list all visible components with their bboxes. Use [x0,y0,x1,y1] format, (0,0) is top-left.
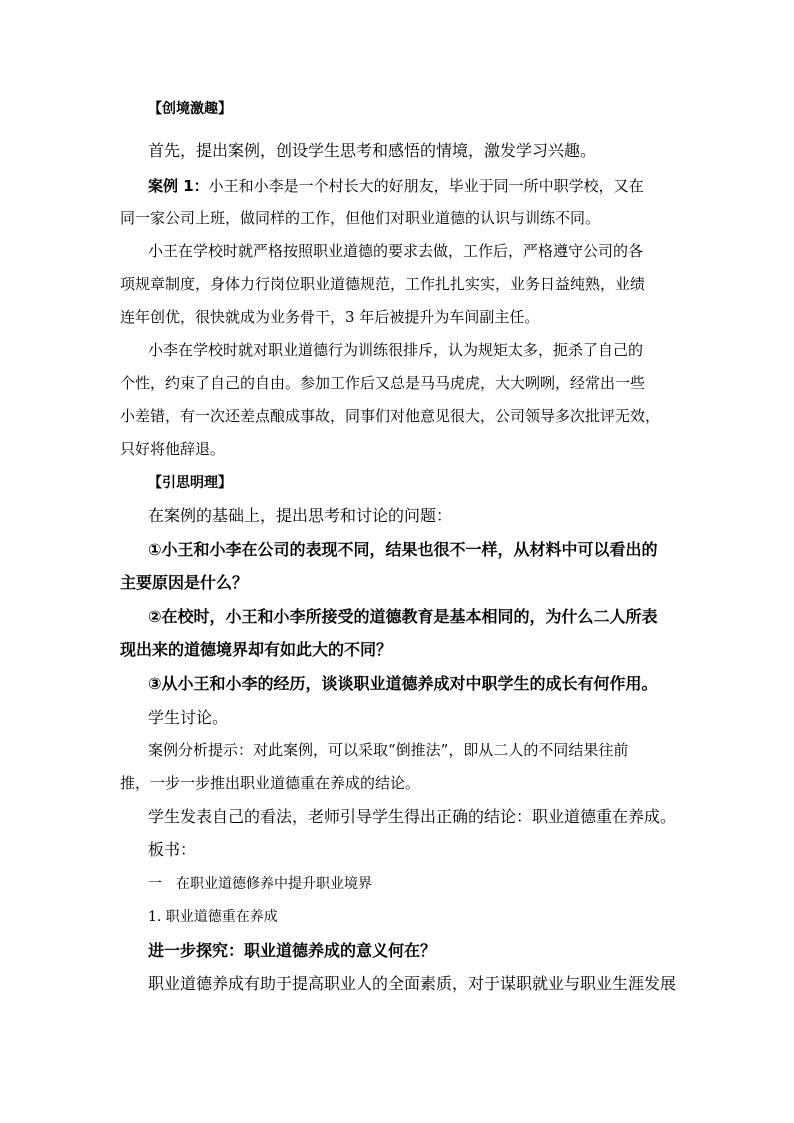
wang-line2: 项规章制度，身体力行岗位职业道德规范，工作扎扎实实，业务日益纯熟，业绩 [120,275,646,293]
conclusion: 学生发表自己的看法，老师引导学生得出正确的结论：职业道德重在养成。 [148,807,677,826]
li-line2: 个性，约束了自己的自由。参加工作后又总是马马虎虎，大大咧咧，经常出一些 [120,374,646,392]
last-line: 职业道德养成有助于提高职业人的全面素质，对于谋职就业与职业生涯发展 [148,974,677,993]
hint-line1: 案例分析提示：对此案例，可以采取“倒推法”，即从二人的不同结果往前 [148,741,629,759]
question-1-line1: ①小王和小李在公司的表现不同，结果也很不一样，从材料中可以看出的 [148,540,658,559]
think-intro: 在案例的基础上，提出思考和讨论的问题： [148,506,453,525]
li-line4: 只好将他辞退。 [120,440,226,458]
li-line1: 小李在学校时就对职业道德行为训练很排斥，认为规矩太多，扼杀了自己的 [148,341,644,359]
case1-text: 小王和小李是一个村长大的好朋友，毕业于同一所中职学校，又在 [208,177,644,195]
case1-line2: 同一家公司上班，做同样的工作，但他们对职业道德的认识与训练不同。 [120,209,601,227]
board-item-1: 一 在职业道德修养中提升职业境界 [148,876,372,892]
intro-heading: 【创境激趣】 [148,101,232,117]
wang-line1: 小王在学校时就严格按照职业道德的要求去做，工作后，严格遵守公司的各 [148,242,644,260]
student-discussion: 学生讨论。 [148,708,229,727]
further-heading: 进一步探究：职业道德养成的意义何在？ [148,941,437,960]
li-line3: 小差错，有一次还差点酿成事故，同事们对他意见很大，公司领导多次批评无效， [120,407,661,425]
case1-label: 案例 1： [148,177,209,195]
intro-text: 首先，提出案例，创设学生思考和感悟的情境，激发学习兴趣。 [148,141,597,160]
think-heading: 【引思明理】 [148,475,232,491]
question-2-line1: ②在校时，小王和小李所接受的道德教育是基本相同的，为什么二人所表 [148,607,658,626]
case1-line1 [148,179,644,194]
question-1-line2: 主要原因是什么？ [120,573,249,592]
question-3: ③从小王和小李的经历，谈谈职业道德养成对中职学生的成长有何作用。 [148,674,658,693]
wang-line3: 连年创优，很快就成为业务骨干，3 年后被提升为车间副主任。 [120,308,540,326]
board-label: 板书： [148,840,197,859]
board-item-2: 1. 职业道德重在养成 [148,909,278,925]
hint-line2: 推，一步一步推出职业道德重在养成的结论。 [120,774,421,792]
question-2-line2: 现出来的道德境界却有如此大的不同？ [120,640,393,659]
